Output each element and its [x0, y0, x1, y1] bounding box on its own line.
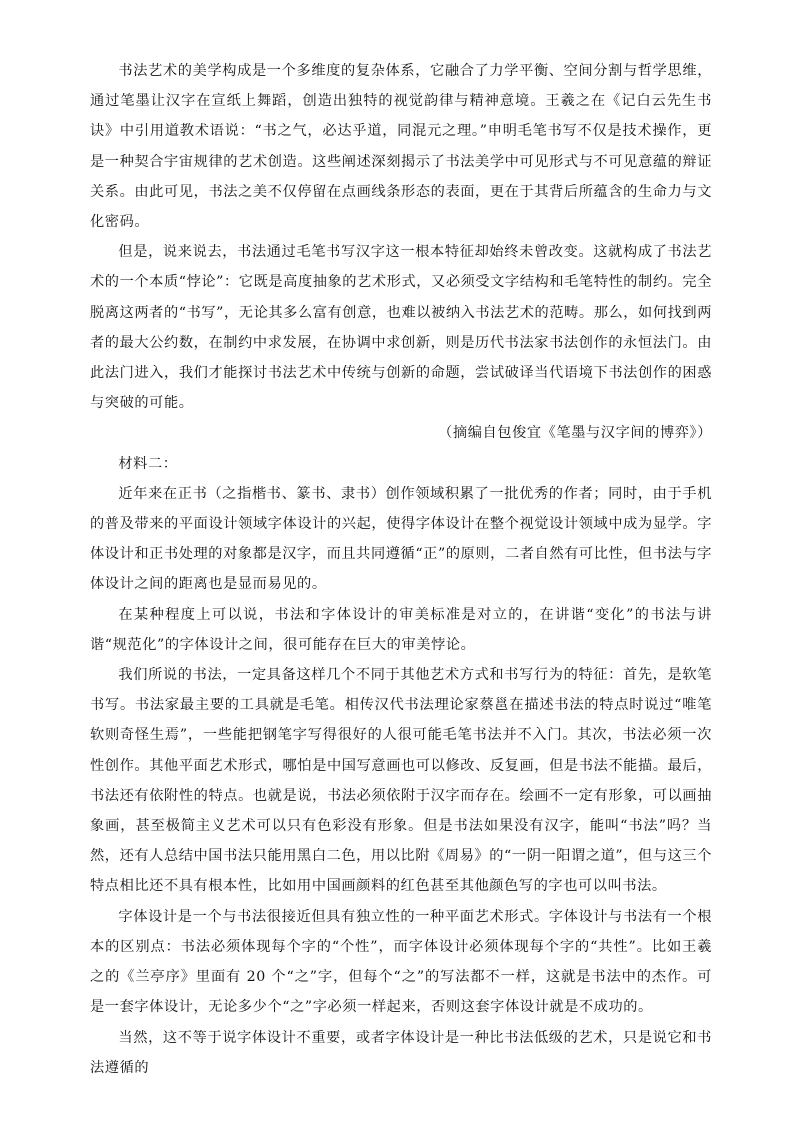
paragraph-2: 但是，说来说去，书法通过毛笔书写汉字这一根本特征却始终未曾改变。这就构成了书法艺术的一个本质“悖论”：它既是高度抽象的艺术形式，又必须受文字结构和毛笔特性的制约。完全脱离这两者的“书写”，无论其多么富有创意，也难以被纳入书法艺术的范畴。那么，如何找到两者的最大公约数，在制约中求发展，在协调中求创新，则是历代书法家书法创作的永恒法门。由此法门进入，我们才能探讨书法艺术中传统与创新的命题，尝试破译当代语境下书法创作的困惑与突破的可能。	[90, 244, 712, 412]
document-page	[90, 56, 712, 1083]
material-2-label: 材料二：	[118, 455, 178, 472]
paragraph-1: 书法艺术的美学构成是一个多维度的复杂体系，它融合了力学平衡、空间分割与哲学思维，通过笔墨让汉字在宣纸上舞蹈，创造出独特的视觉韵律与精神意境。王羲之在《记白云先生书诀》中引用道教术语说：“书之气，必达乎道，同混元之理。”申明毛笔书写不仅是技术操作，更是一种契合宇宙规律的艺术创造。这些阐述深刻揭示了书法美学中可见形式与不可见意蕴的辩证关系。由此可见，书法之美不仅停留在点画线条形态的表面，更在于其背后所蕴含的生命力与文化密码。	[90, 63, 712, 231]
paragraph-5: 我们所说的书法，一定具备这样几个不同于其他艺术方式和书写行为的特征：首先，是软笔书写。书法家最主要的工具就是毛笔。相传汉代书法理论家蔡邕在描述书法的特点时说过“唯笔软则奇怪生焉”，一些能把钢笔字写得很好的人很可能毛笔书法并不入门。其次，书法必须一次性创作。其他平面艺术形式，哪怕是中国写意画也可以修改、反复画，但是书法不能描。最后，书法还有依附性的特点。也就是说，书法必须依附于汉字而存在。绘画不一定有形象，可以画抽象画，甚至极简主义艺术可以只有色彩没有形象。但是书法如果没有汉字，能叫“书法”吗？当然，还有人总结中国书法只能用黑白二色，用以比附《周易》的“一阴一阳谓之道”，但与这三个特点相比还不具有根本性，比如用中国画颜料的红色甚至其他颜色写的字也可以叫书法。	[90, 667, 712, 895]
paragraph-3: 近年来在正书（之指楷书、篆书、隶书）创作领域积累了一批优秀的作者；同时，由于手机的普及带来的平面设计领域字体设计的兴起，使得字体设计在整个视觉设计领域中成为显学。字体设计和正书处理的对象都是汉字，而且共同遵循“正”的原则，二者自然有可比性，但书法与字体设计之间的距离也是显而易见的。	[90, 485, 712, 593]
paragraph-6: 字体设计是一个与书法很接近但具有独立性的一种平面艺术形式。字体设计与书法有一个根本的区别点：书法必须体现每个字的“个性”，而字体设计必须体现每个字的“共性”。比如王羲之的《兰亭序》里面有 20 个“之”字，但每个“之”的写法都不一样，这就是书法中的杰作。可是一套字体设计，无论多少个“之”字必须一样起来，否则这套字体设计就是不成功的。	[90, 908, 712, 1016]
paragraph-7: 当然，这不等于说字体设计不重要，或者字体设计是一种比书法低级的艺术，只是说它和书法遵循的	[90, 1029, 712, 1076]
source-citation: （摘编自包俊宜《笔墨与汉字间的博弈》）	[438, 425, 712, 442]
paragraph-4: 在某种程度上可以说，书法和字体设计的审美标准是对立的，在讲谐“变化”的书法与讲谐“规范化”的字体设计之间，很可能存在巨大的审美悖论。	[90, 606, 712, 653]
